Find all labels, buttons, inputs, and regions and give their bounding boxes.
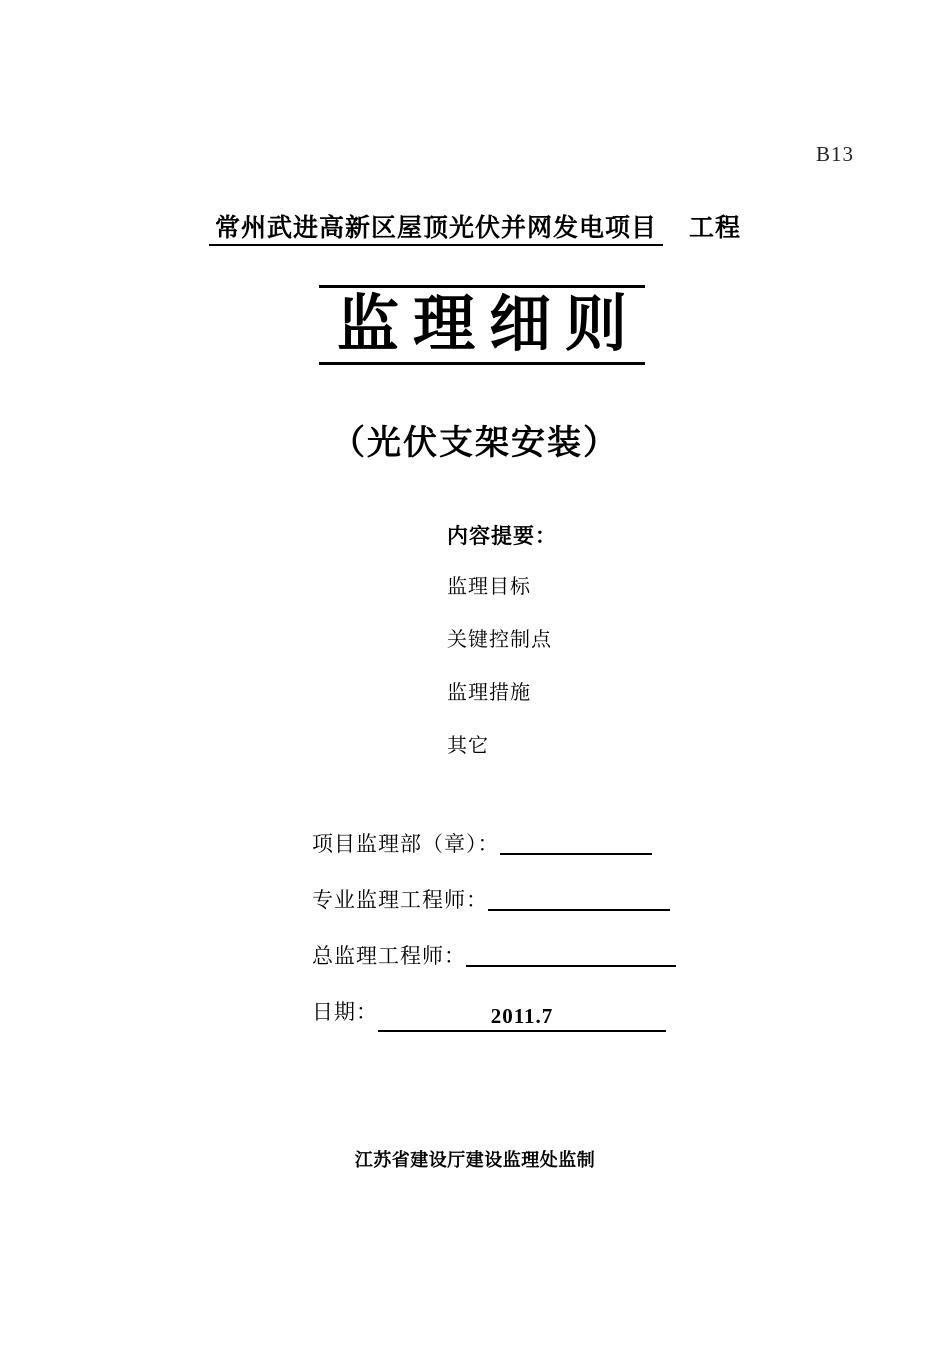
summary-block <box>447 520 847 782</box>
project-name: 常州武进高新区屋顶光伏并网发电项目 <box>209 215 663 246</box>
signature-row-specialist-engineer <box>312 884 832 914</box>
summary-item: 关键控制点 <box>447 629 552 651</box>
date-field[interactable]: 2011.7 <box>378 1004 666 1032</box>
signature-row-project-office <box>312 828 832 858</box>
summary-item: 监理目标 <box>447 576 531 598</box>
form-code: B13 <box>815 142 854 166</box>
signature-field-chief-engineer[interactable] <box>466 943 676 967</box>
signature-label: 专业监理工程师： <box>312 888 488 912</box>
footer-note: 江苏省建设厅建设监理处监制 <box>354 1150 596 1171</box>
signature-row-chief-engineer <box>312 940 832 970</box>
date-label: 日期： <box>312 1000 378 1024</box>
signature-label: 项目监理部（章）： <box>312 832 500 856</box>
project-title-line <box>0 208 950 244</box>
page-subtitle: （光伏支架安装） <box>331 425 619 462</box>
signature-field-specialist-engineer[interactable] <box>488 887 670 911</box>
summary-item: 监理措施 <box>447 682 531 704</box>
page-title <box>0 285 950 365</box>
signature-row-date <box>312 996 832 1032</box>
signature-block <box>312 828 832 1058</box>
signature-field-project-office[interactable] <box>500 831 652 855</box>
summary-item: 其它 <box>447 735 489 757</box>
summary-heading: 内容提要： <box>447 524 557 548</box>
signature-label: 总监理工程师： <box>312 944 466 968</box>
project-suffix: 工程 <box>689 215 742 242</box>
page-title-text: 监理细则 <box>319 285 645 365</box>
